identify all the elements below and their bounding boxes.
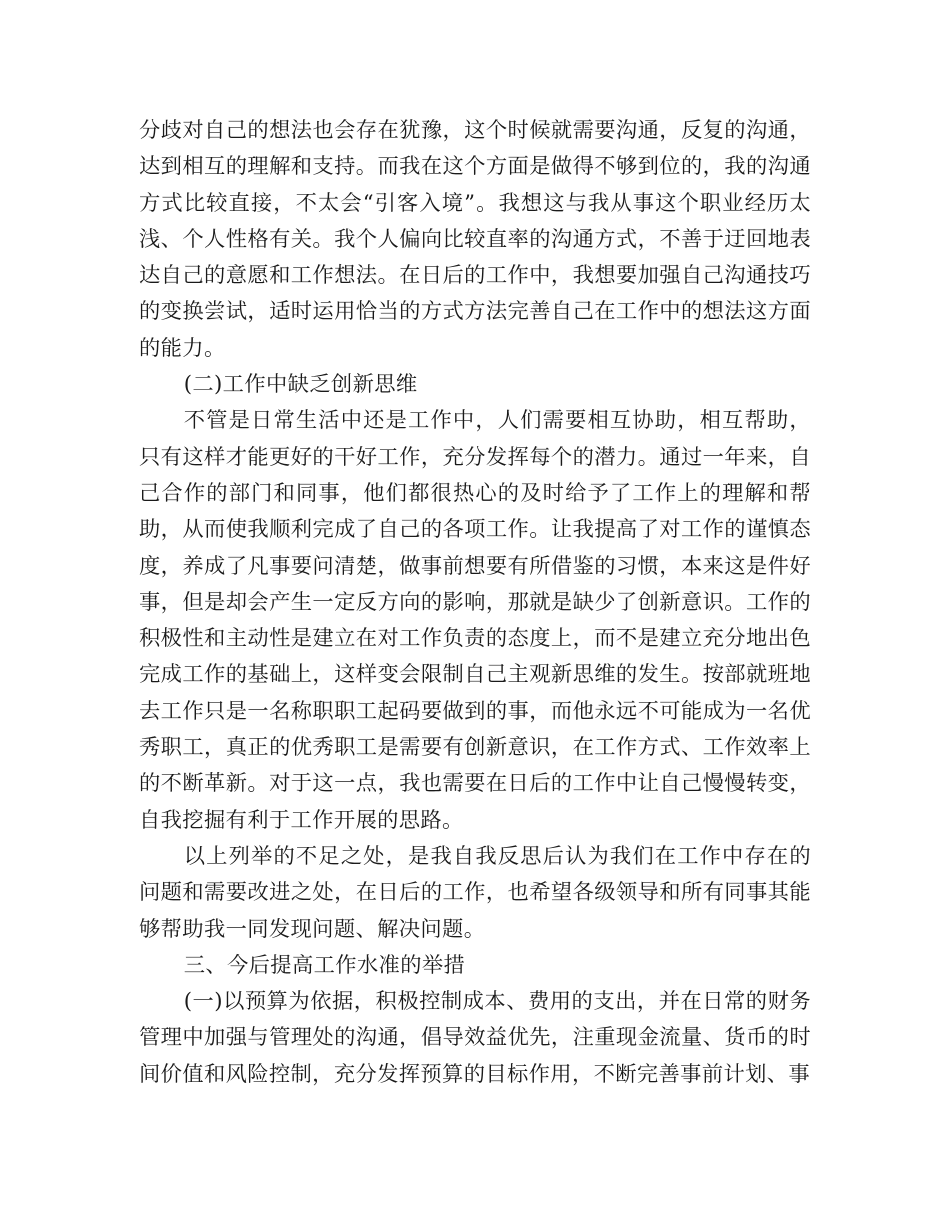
paragraph-innovation: 不管是日常生活中还是工作中，人们需要相互协助，相互帮助，只有这样才能更好的干好工作，充分发挥每个的潜力。通过一年来，自己合作的部门和同事，他们都很热心的及时给予了工作上的理解和帮助，从而使我顺利完成了自己的各项工作。让我提高了对工作的谨慎态度，养成了凡事要问清楚，做事前想要有所借鉴的习惯，本来这是件好事，但是却会产生一定反方向的影响，那就是缺少了创新意识。工作的积极性和主动性是建立在对工作负责的态度上，而不是建立充分地出色完成工作的基础上，这样变会限制自己主观新思维的发生。按部就班地去工作只是一名称职职工起码要做到的事，而他永远不可能成为一名优秀职工，真正的优秀职工是需要有创新意识，在工作方式、工作效率上的不断革新。对于这一点，我也需要在日后的工作中让自己慢慢转变，自我挖掘有利于工作开展的思路。 <box>139 408 811 833</box>
paragraph-budget-measure: (一)以预算为依据，积极控制成本、费用的支出，并在日常的财务管理中加强与管理处的沟通，倡导效益优先，注重现金流量、货币的时间价值和风险控制，充分发挥预算的目标作用，不断完善事前计划、事 <box>139 989 811 1087</box>
document-body <box>139 113 811 1093</box>
paragraph-communication-continued: 分歧对自己的想法也会存在犹豫，这个时候就需要沟通，反复的沟通，达到相互的理解和支持。而我在这个方面是做得不够到位的，我的沟通方式比较直接，不太会“引客入境”。我想这与我从事这个职业经历太浅、个人性格有关。我个人偏向比较直率的沟通方式，不善于迂回地表达自己的意愿和工作想法。在日后的工作中，我想要加强自己沟通技巧的变换尝试，适时运用恰当的方式方法完善自己在工作中的想法这方面的能力。 <box>139 118 811 361</box>
section-heading-lack-of-innovation: (二)工作中缺乏创新思维 <box>183 372 418 398</box>
section-heading-improvement-measures: 三、今后提高工作水准的举措 <box>183 952 466 978</box>
paragraph-summary-shortcomings: 以上列举的不足之处，是我自我反思后认为我们在工作中存在的问题和需要改进之处，在日后的工作，也希望各级领导和所有同事其能够帮助我一同发现问题、解决问题。 <box>139 843 811 942</box>
